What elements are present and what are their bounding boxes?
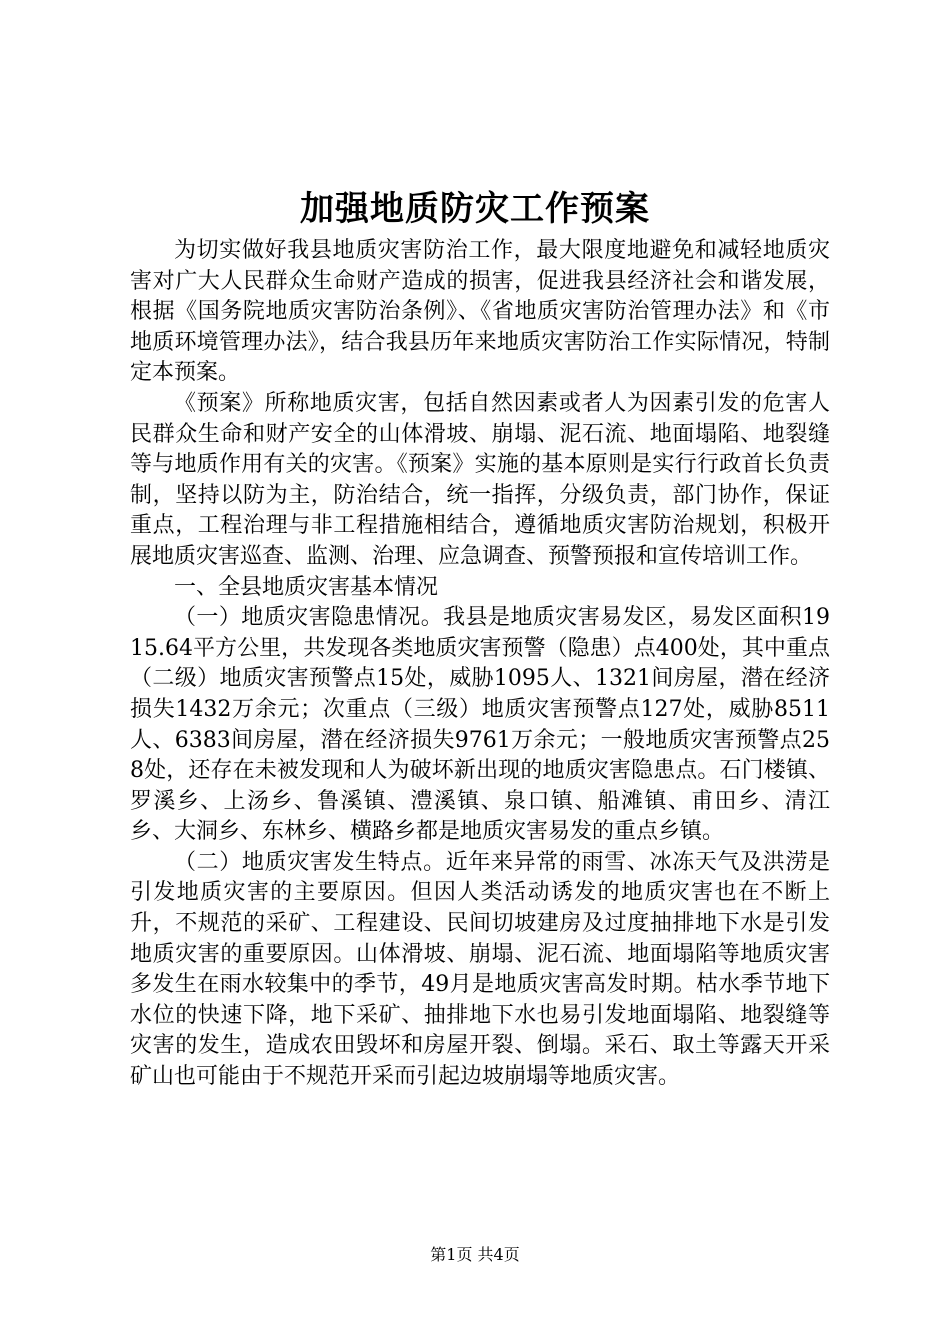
section-heading-1: 一、全县地质灾害基本情况 — [174, 574, 439, 600]
page-number-footer: 第1页 共4页 — [430, 1245, 520, 1264]
document-title: 加强地质防灾工作预案 — [300, 189, 650, 229]
document-body — [130, 236, 830, 1093]
paragraph-hazard-status: （一）地质灾害隐患情况。我县是地质灾害易发区，易发区面积1915.64平方公里，共发现各类地质灾害预警（隐患）点400处，其中重点（二级）地质灾害预警点15处，威胁1095人、1321间房屋，潜在经济损失1432万余元；次重点（三级）地质灾害预警点127处，威胁8511人、6383间房屋，潜在经济损失9761万余元；一般地质灾害预警点258处，还存在未被发现和人为破坏新出现的地质灾害隐患点。石门楼镇、罗溪乡、上汤乡、鲁溪镇、澧溪镇、泉口镇、船滩镇、甫田乡、清江乡、大洞乡、东林乡、横路乡都是地质灾害易发的重点乡镇。 — [130, 605, 830, 845]
paragraph-hazard-features: （二）地质灾害发生特点。近年来异常的雨雪、冰冻天气及洪涝是引发地质灾害的主要原因。但因人类活动诱发的地质灾害也在不断上升，不规范的采矿、工程建设、民间切坡建房及过度抽排地下水是引发地质灾害的重要原因。山体滑坡、崩塌、泥石流、地面塌陷等地质灾害多发生在雨水较集中的季节，49月是地质灾害高发时期。枯水季节地下水位的快速下降，地下采矿、抽排地下水也易引发地面塌陷、地裂缝等灾害的发生，造成农田毁坏和房屋开裂、倒塌。采石、取土等露天开采矿山也可能由于不规范开采而引起边坡崩塌等地质灾害。 — [130, 849, 830, 1090]
paragraph-intro: 为切实做好我县地质灾害防治工作，最大限度地避免和减轻地质灾害对广大人民群众生命财产造成的损害，促进我县经济社会和谐发展，根据《国务院地质灾害防治条例》、《省地质灾害防治管理办法》和《市地质环境管理办法》，结合我县历年来地质灾害防治工作实际情况，特制定本预案。 — [130, 238, 830, 386]
paragraph-definition: 《预案》所称地质灾害，包括自然因素或者人为因素引发的危害人民群众生命和财产安全的山体滑坡、崩塌、泥石流、地面塌陷、地裂缝等与地质作用有关的灾害。《预案》实施的基本原则是实行行政首长负责制，坚持以防为主，防治结合，统一指挥，分级负责，部门协作，保证重点，工程治理与非工程措施相结合，遵循地质灾害防治规划，积极开展地质灾害巡查、监测、治理、应急调查、预警预报和宣传培训工作。 — [130, 390, 830, 569]
